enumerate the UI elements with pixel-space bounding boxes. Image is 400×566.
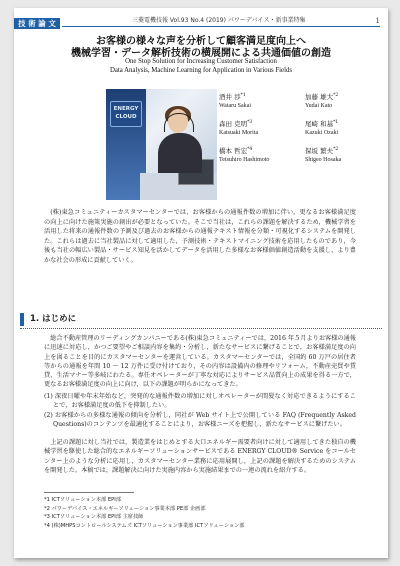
author-name-en: Shigeo Hosaka: [305, 157, 342, 164]
logo-text-1: ENERGY: [113, 106, 139, 112]
author-1: [219, 91, 299, 111]
footnotes: [44, 496, 364, 530]
author-name-ja: 尾崎 和基: [305, 120, 334, 129]
author-2: [305, 91, 385, 111]
author-name-ja: 森田 克明: [219, 120, 248, 129]
page-number: 1: [375, 17, 380, 25]
logo-text-2: CLOUD: [115, 114, 137, 120]
author-mark: *1: [240, 93, 246, 98]
operator-figure: [158, 109, 202, 169]
journal-header: 三菱電機技報 Vol.93 No.4 (2019) パワーデバイス・新事業特集: [132, 17, 306, 24]
energy-cloud-logo: [110, 101, 142, 127]
author-5: [219, 145, 299, 165]
author-mark: *2: [333, 147, 339, 152]
issue-item-1: (1) 深夜日曜や年末年始など，突発的な通報件数の増加に対しオペレーターが間髪なく対応できるようにすることで，お客様満足度の低下を抑制したい。: [44, 393, 356, 410]
title-ja-line1: お客様の様々な声を分析して顧客満足度向上へ: [96, 36, 306, 47]
footnote-rule: [44, 492, 134, 493]
author-mark: *2: [333, 93, 339, 98]
section-bar: [20, 313, 24, 326]
author-mark: *3: [247, 120, 253, 125]
author-name-en: Wataru Sakai: [219, 103, 252, 110]
author-name-en: Tetsuhiro Hashimoto: [219, 157, 270, 164]
operator-body: [158, 133, 202, 173]
author-name-ja: 保坂 繁夫: [305, 147, 334, 156]
solution-paragraph: 上記の課題に対し当社では，製造業をはじめとする大口エネルギー需要者向けに対して適用してきた独自の機械学習を駆使した総合的なエネルギーソリューションサービスである ENERGY CLOUD® Service をコールセンター上のような分析に応用し，カスタマーセンター業務に応用展開し，上記の課題を解決するためのシステムを開発した。本稿では，課題解決に向けた実施内容から実施結果までの一連の流れを紹介する。: [44, 439, 356, 474]
author-4: [305, 118, 385, 138]
footnote: *3 ICTソリューション本部 EPI部 主席技師: [44, 514, 144, 521]
author-6: [305, 145, 385, 165]
footnote: *4 (株)MHPSコントロールシステムズ ICTソリューション事業部 ICTソリューション部: [44, 522, 245, 529]
footnote: *2 パワーデバイス・エネルギーソリューション事業本部 PE部 企画部: [44, 505, 206, 512]
author-mark: *1: [333, 120, 339, 125]
header-rule: [62, 26, 380, 27]
section-rule: [20, 328, 382, 329]
intro-paragraph: 総合不動産管理のリーディングカンパニーである(株)東急コミュニティーでは，2016 年５月よりお客様の通報に迅速に対応し，かつご要望やご相談内容を集約・分析し，新たなサービスに繋げることで，お客様満足度の向上を図ることを目的にカスタマーセンターを運営している。カスタマーセンターでは，全国約 60 万戸の居住者等からの通報を年間 10 ～ 12 万件に受け付けており，その内容は設備内の修理やリフォーム，不動産売買や賃貸，生活マナー等多岐にわたる。専任オペレーターが丁寧な対応によりサービス品質向上の成果を得る一方で，更なるお客様満足度の向上に向け，以下の課題が明らかになってきた。: [44, 335, 356, 389]
title-ja-line2: 機械学習・データ解析技術の横展開による共通価値の創造: [71, 48, 331, 59]
section-heading: [20, 313, 382, 326]
document-page: [14, 8, 388, 558]
author-name-ja: 酒井 渉: [219, 93, 241, 102]
headset-icon: [164, 113, 194, 132]
author-name-ja: 加藤 雄大: [305, 93, 334, 102]
title-en-line1: One Stop Solution for Increasing Customer Satisfaction: [125, 58, 277, 65]
title-en-line2: Data Analysis, Machine Learning for Application in Various Fields: [109, 67, 293, 74]
author-name-en: Kazuki Ozaki: [305, 130, 339, 137]
section-title: 1. はじめに: [30, 314, 77, 324]
author-name-en: Yudai Kato: [305, 103, 333, 110]
call-center-photo: [106, 89, 217, 200]
issue-item-2: (2) お客様からの多様な通報の傾向を分析し，同社が Web サイト上で公開している FAQ (Frequently Asked Questions)のコンテンツを最適化することにより，お客様ニーズを把握し，新たなサービスに繋げたい。: [44, 412, 356, 429]
author-name-ja: 橋本 哲宏: [219, 147, 248, 156]
footnote: *1 ICTソリューション本部 EPI部: [44, 497, 121, 503]
author-3: [219, 118, 299, 138]
abstract: (株)東急コミュニティーカスタマーセンターでは，お客様からの通報件数の増加に伴い，更なるお客様満足度の向上に向けた施策実施の創出が必要となっていた。そこで当社は，これらの課題を解決するため，機械学習を活用した将来の通報件数の予測及び過去のお客様からの通報テキスト情報を分類・可視化するシステムを開発した。これらは過去に当社製品に対して適用した，予測技術・テキストマイニング技術を応用したものであり，今後も当社の幅広い製品・サービス知見を活かしてデータを活用した多様なお客様価値創造活動を支援し，より豊かな社会の形成に貢献していく。: [44, 209, 356, 264]
author-mark: *4: [247, 147, 253, 152]
section-tag: 技 術 論 文: [14, 18, 60, 29]
author-name-en: Katsuaki Morita: [219, 130, 259, 137]
